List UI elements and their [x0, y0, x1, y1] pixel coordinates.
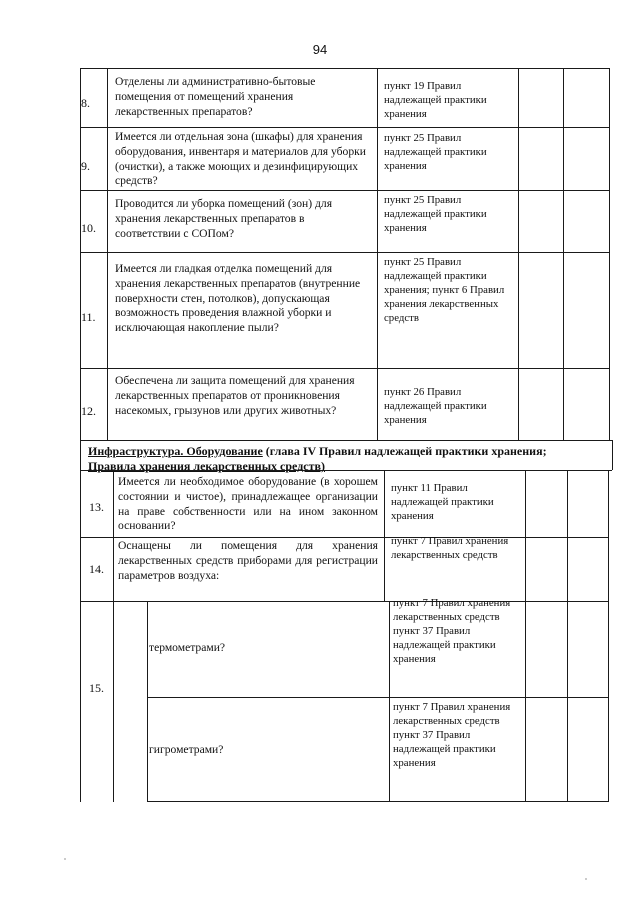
- question-text: Имеется ли гладкая отделка помещений для хранения лекарственных препаратов (внутренние поверхности стен, потолков), допускающая возможность проведения влажной уборки и исключающая накопление пыли?: [115, 262, 361, 335]
- legal-reference: пункт 25 Правил надлежащей практики хранения: [384, 132, 487, 173]
- row-number: 11.: [81, 310, 96, 324]
- row-number: 14.: [89, 562, 104, 576]
- question-text: Имеется ли необходимое оборудование (в хорошем состоянии и чистое), принадлежащее организации на праве собственности или на ином законном основании?: [118, 475, 378, 533]
- scan-speck: [585, 878, 587, 880]
- row-number: 13.: [89, 500, 104, 514]
- section-subtitle: (глава IV Правил надлежащей практики хранения;: [262, 444, 547, 458]
- scan-speck: [64, 858, 66, 860]
- legal-reference: пункт 7 Правил хранения лекарственных средств пункт 37 Правил надлежащей практики хранения: [393, 701, 511, 770]
- row-number: 9.: [81, 159, 90, 173]
- row-number: 10.: [81, 221, 96, 235]
- section-heading: [88, 444, 609, 459]
- row-number: 12.: [81, 404, 96, 418]
- row-number: 15.: [89, 681, 104, 695]
- question-text: Имеется ли отдельная зона (шкафы) для хранения оборудования, инвентаря и материалов для уборки (очистки), а также моющих и дезинфицирующих средств?: [115, 130, 366, 188]
- legal-reference: пункт 7 Правил хранения лекарственных средств: [391, 535, 509, 562]
- question-text: Оснащены ли помещения для хранения лекарственных средств приборами для регистрации параметров воздуха:: [118, 539, 378, 582]
- question-text: Обеспечена ли защита помещений для хранения лекарственных препаратов от проникновения насекомых, грызунов или других животных?: [115, 374, 355, 417]
- legal-reference: пункт 25 Правил надлежащей практики хранения: [384, 194, 487, 235]
- legal-reference: пункт 26 Правил надлежащей практики хранения: [384, 386, 487, 427]
- legal-reference: пункт 7 Правил хранения лекарственных средств пункт 37 Правил надлежащей практики хранения: [393, 597, 511, 666]
- subrow-label: гигрометрами?: [149, 743, 224, 756]
- question-text: Проводится ли уборка помещений (зон) для хранения лекарственных препаратов в соответствии с СОПом?: [115, 197, 333, 240]
- legal-reference: пункт 11 Правил надлежащей практики хранения: [391, 482, 494, 523]
- row-number: 8.: [81, 96, 90, 110]
- section-title: Инфраструктура. Оборудование: [88, 444, 263, 458]
- question-text: Отделены ли административно-бытовые помещения от помещений хранения лекарственных препаратов?: [115, 75, 316, 118]
- legal-reference: пункт 19 Правил надлежащей практики хранения: [384, 80, 487, 121]
- subrow-label: термометрами?: [149, 641, 226, 654]
- page-number: 94: [312, 42, 328, 57]
- legal-reference: пункт 25 Правил надлежащей практики хранения; пункт 6 Правил хранения лекарственных средств: [384, 256, 505, 325]
- section-heading-line2: Правила хранения лекарственных средств): [88, 459, 325, 473]
